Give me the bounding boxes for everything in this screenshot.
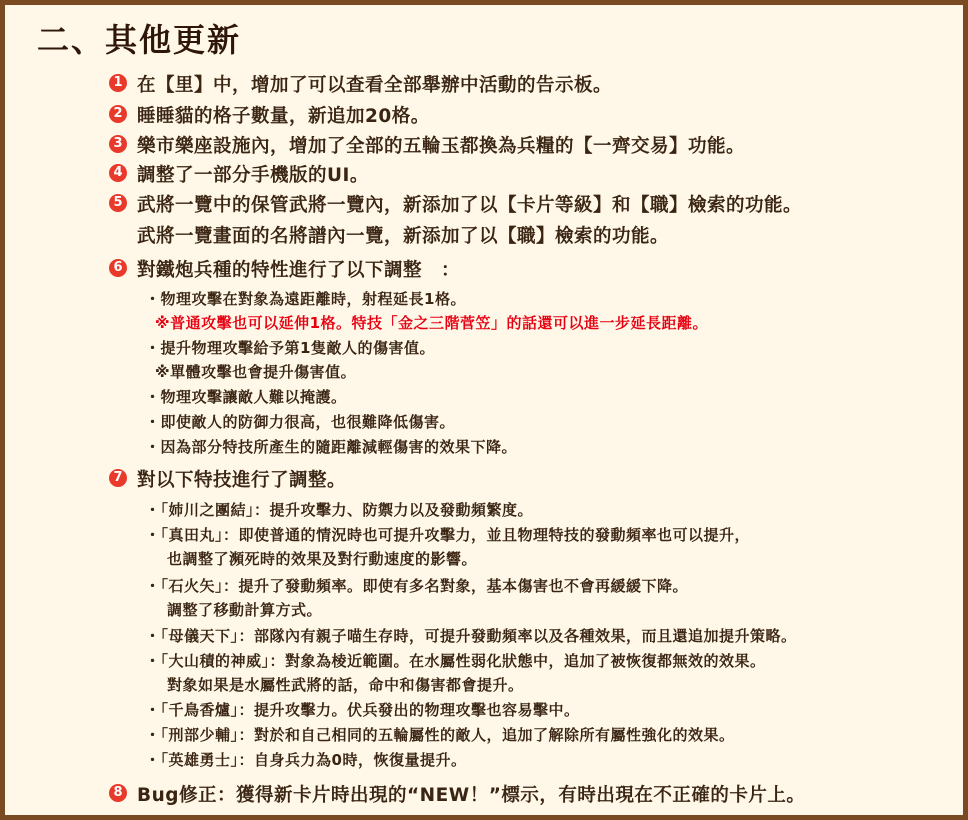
section-heading: 二、其他更新: [37, 21, 242, 59]
gun-note-2-remark: ※單體攻擊也會提升傷害值。: [155, 363, 357, 381]
item-8-text: Bug修正：獲得新卡片時出現的“NEW！”標示，有時出現在不正確的卡片上。: [137, 785, 806, 806]
item-5-text: 武將一覽中的保管武將一覽內，新添加了以【卡片等級】和【職】檢索的功能。: [137, 195, 803, 216]
gun-note-5: ・因為部分特技所產生的隨距離減輕傷害的效果下降。: [145, 438, 518, 456]
number-badge-7: 7: [109, 469, 127, 487]
item-1-text: 在【里】中，增加了可以查看全部舉辦中活動的告示板。: [137, 75, 613, 96]
number-badge-5: 5: [109, 194, 127, 212]
skill-note-2: ・「真田丸」：即使普通的情況時也可提升攻擊力，並且物理特技的發動頻率也可以提升，: [145, 526, 751, 544]
skill-note-8: ・「英雄勇士」：自身兵力為0時，恢復量提升。: [145, 751, 467, 769]
gun-note-1: ・物理攻擊在對象為遠距離時，射程延長1格。: [145, 290, 466, 308]
item-6-text: 對鐵炮兵種的特性進行了以下調整 ：: [137, 260, 461, 281]
skill-note-2-cont: 也調整了瀕死時的效果及對行動速度的影響。: [167, 550, 478, 568]
number-badge-8: 8: [109, 784, 127, 802]
number-badge-6: 6: [109, 259, 127, 277]
skill-note-4: ・「母儀天下」：部隊內有親子喵生存時，可提升發動頻率以及各種效果，而且還追加提升策略。: [145, 627, 797, 645]
number-badge-4: 4: [109, 164, 127, 182]
skill-note-1: ・「姉川之團結」：提升攻擊力、防禦力以及發動頻繁度。: [145, 501, 534, 519]
skill-note-3-cont: 調整了移動計算方式。: [167, 601, 323, 619]
skill-note-6: ・「千鳥香爐」：提升攻擊力。伏兵發出的物理攻擊也容易擊中。: [145, 701, 580, 719]
number-badge-2: 2: [109, 105, 127, 123]
item-2-text: 睡睡貓的格子數量，新追加20格。: [137, 106, 430, 127]
item-4-text: 調整了一部分手機版的UI。: [137, 165, 369, 186]
skill-note-7: ・「刑部少輔」：對於和自己相同的五輪屬性的敵人，追加了解除所有屬性強化的效果。: [145, 726, 735, 744]
number-badge-3: 3: [109, 135, 127, 153]
gun-note-2: ・提升物理攻擊給予第1隻敵人的傷害值。: [145, 339, 435, 357]
skill-note-5: ・「大山積的神威」：對象為棱近範圍。在水屬性弱化狀態中，追加了被恢復都無效的效果。: [145, 652, 766, 670]
gun-note-3: ・物理攻擊讓敵人難以掩護。: [145, 388, 347, 406]
item-5-text-line2: 武將一覽畫面的名將譜內一覽，新添加了以【職】檢索的功能。: [137, 226, 670, 247]
gun-note-4: ・即使敵人的防御力很高，也很難降低傷害。: [145, 413, 456, 431]
skill-note-5-cont: 對象如果是水屬性武將的話，命中和傷害都會提升。: [167, 676, 524, 694]
skill-note-3: ・「石火矢」：提升了發動頻率。即使有多名對象，基本傷害也不會再緩緩下降。: [145, 577, 689, 595]
gun-note-1-remark: ※普通攻擊也可以延伸1格。特技「金之三階菅笠」的話還可以進一步延長距離。: [155, 314, 709, 332]
item-3-text: 樂市樂座設施內，增加了全部的五輪玉都換為兵糧的【一齊交易】功能。: [137, 136, 746, 157]
item-7-text: 對以下特技進行了調整。: [137, 470, 347, 491]
number-badge-1: 1: [109, 74, 127, 92]
